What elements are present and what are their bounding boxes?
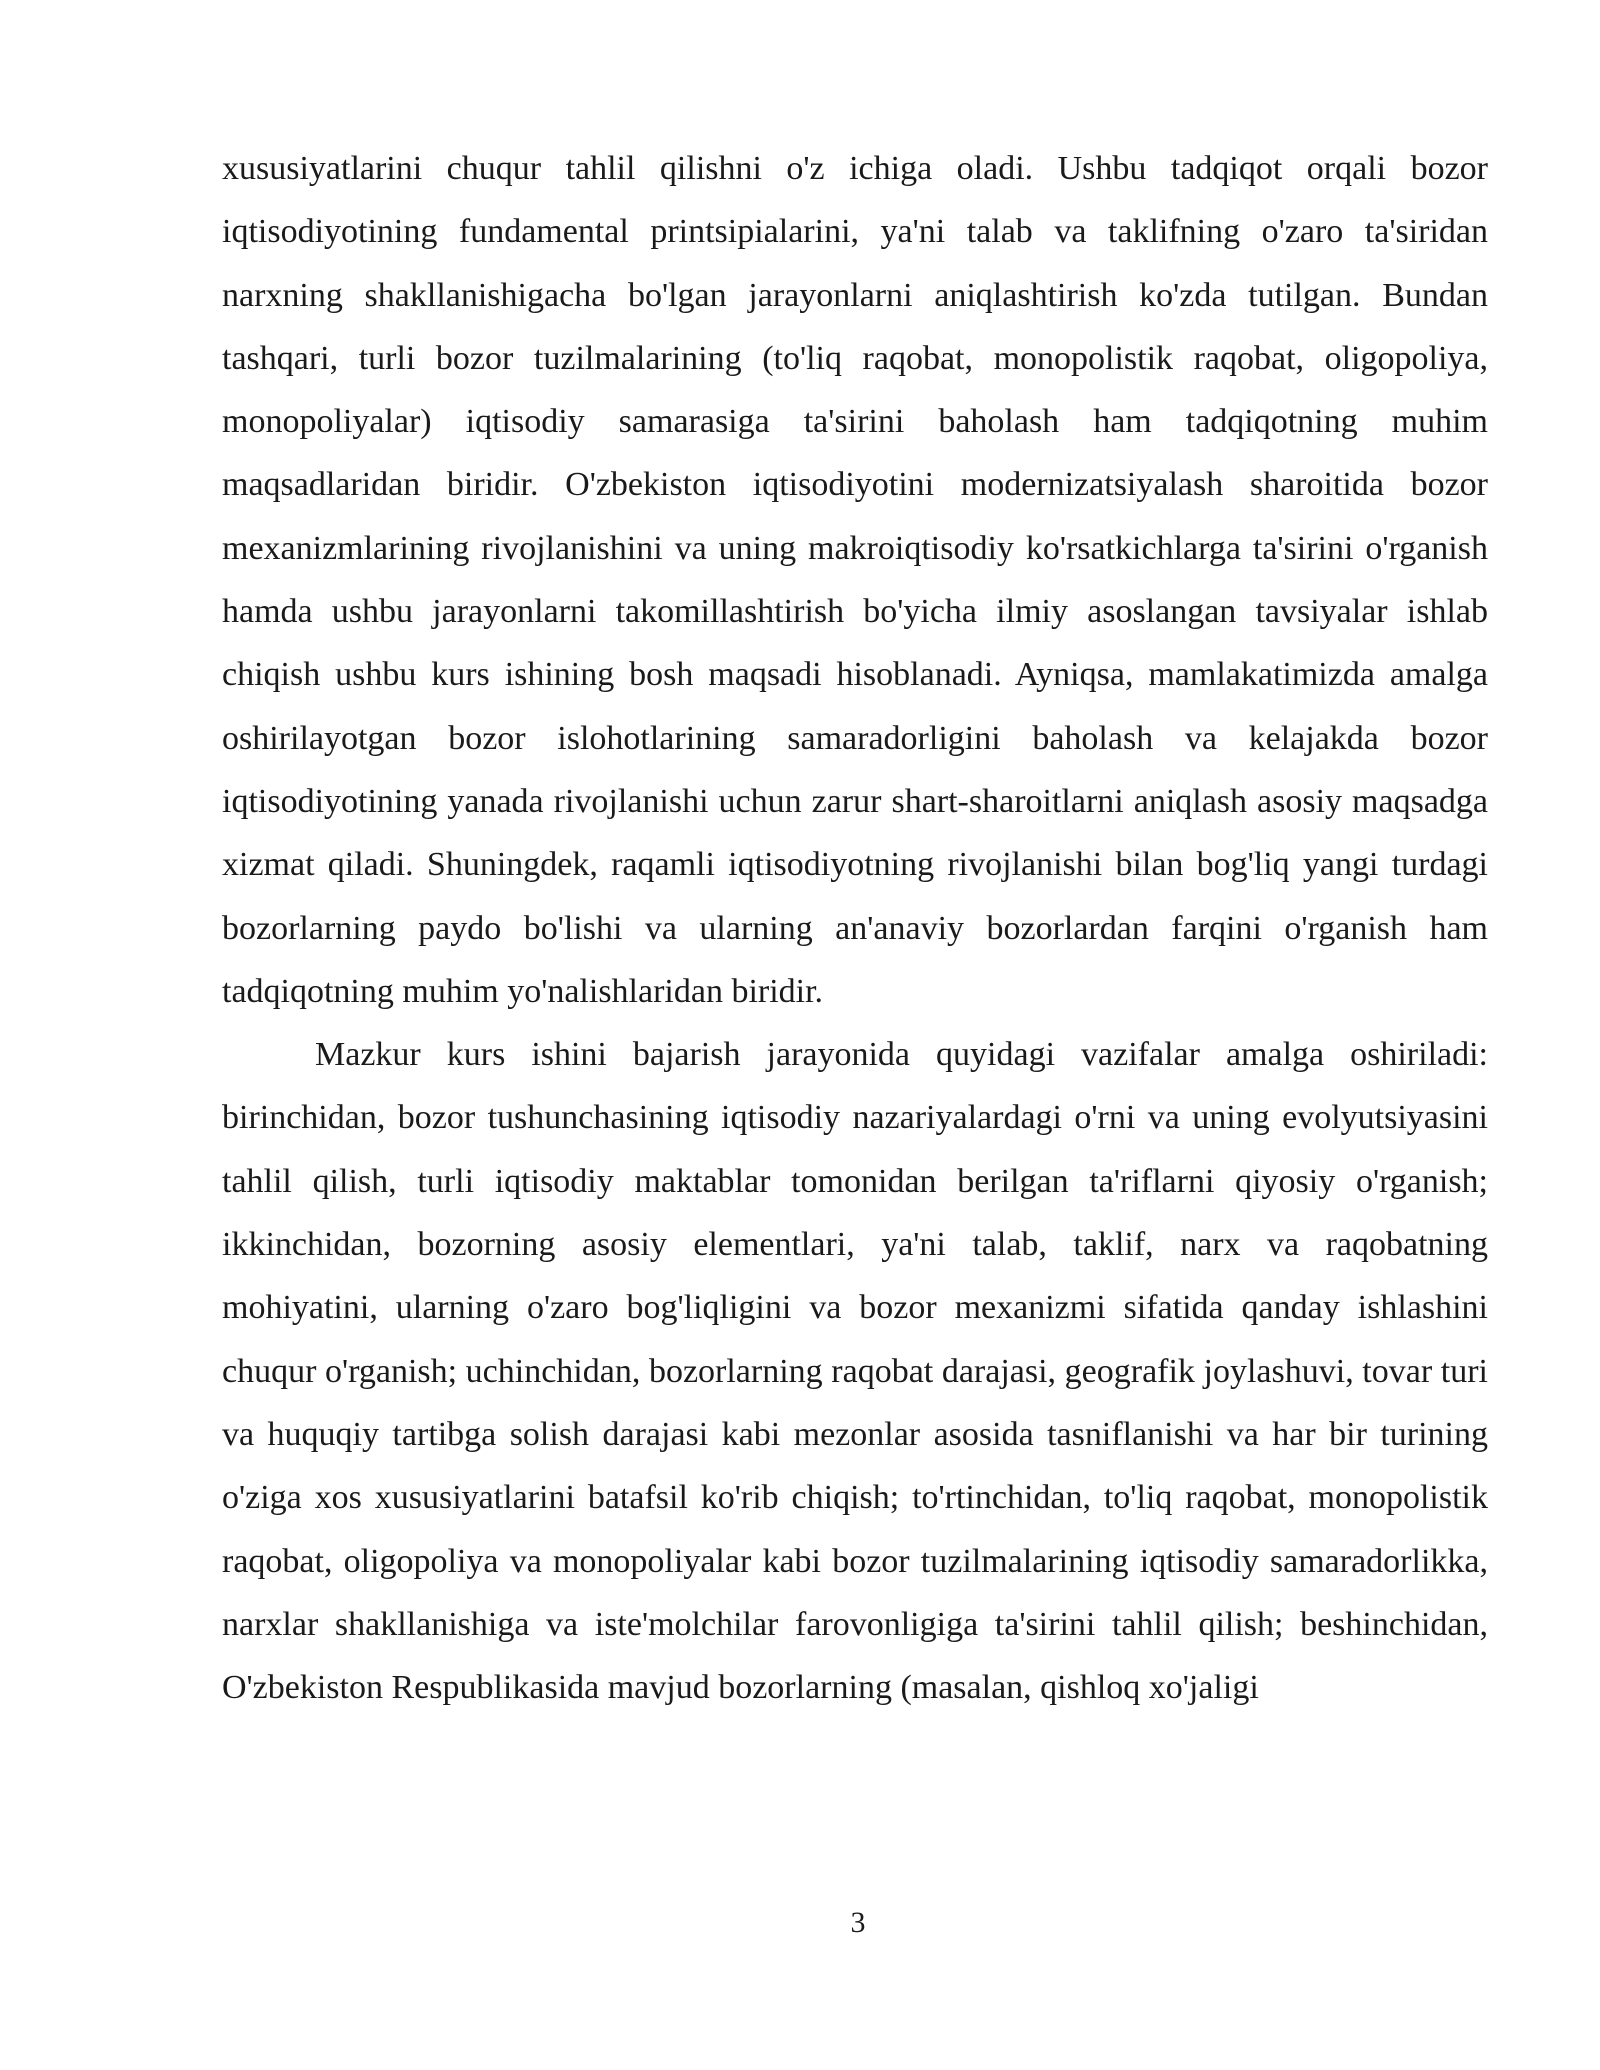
page-number: 3 <box>850 1906 866 1939</box>
paragraph-continuation: xususiyatlarini chuqur tahlil qilishni o'z ichiga oladi. Ushbu tadqiqot orqali bozor iqtisodiyotining fundamental printsipialarini, ya'ni talab va taklifning o'zaro ta'siridan narxning shakllanishigacha bo'lgan jarayonlarni aniqlashtirish ko'zda tutilgan. Bundan tashqari, turli bozor tuzilmalarining (to'liq raqobat, monopolistik raqobat, oligopoliya, monopoliyalar) iqtisodiy samarasiga ta'sirini baholash ham tadqiqotning muhim maqsadlaridan biridir. O'zbekiston iqtisodiyotini modernizatsiyalash sharoitida bozor mexanizmlarining rivojlanishini va uning makroiqtisodiy ko'rsatkichlarga ta'sirini o'rganish hamda ushbu jarayonlarni takomillashtirish bo'yicha ilmiy asoslangan tavsiyalar ishlab chiqish ushbu kurs ishining bosh maqsadi hisoblanadi. Ayniqsa, mamlakatimizda amalga oshirilayotgan bozor islohotlarining samaradorligini baholash va kelajakda bozor iqtisodiyotining yanada rivojlanishi uchun zarur shart-sharoitlarni aniqlash asosiy maqsadga xizmat qiladi. Shuningdek, raqamli iqtisodiyotning rivojlanishi bilan bog'liq yangi turdagi bozorlarning paydo bo'lishi va ularning an'anaviy bozorlardan farqini o'rganish ham tadqiqotning muhim yo'nalishlaridan biridir. <box>222 150 1488 1010</box>
body-text <box>222 137 1488 1719</box>
paragraph-tasks: Mazkur kurs ishini bajarish jarayonida quyidagi vazifalar amalga oshiriladi: birinchidan, bozor tushunchasining iqtisodiy nazariyalardagi o'rni va uning evolyutsiyasini tahlil qilish, turli iqtisodiy maktablar tomonidan berilgan ta'riflarni qiyosiy o'rganish; ikkinchidan, bozorning asosiy elementlari, ya'ni talab, taklif, narx va raqobatning mohiyatini, ularning o'zaro bog'liqligini va bozor mexanizmi sifatida qanday ishlashini chuqur o'rganish; uchinchidan, bozorlarning raqobat darajasi, geografik joylashuvi, tovar turi va huquqiy tartibga solish darajasi kabi mezonlar asosida tasniflanishi va har bir turining o'ziga xos xususiyatlarini batafsil ko'rib chiqish; to'rtinchidan, to'liq raqobat, monopolistik raqobat, oligopoliya va monopoliyalar kabi bozor tuzilmalarining iqtisodiy samaradorlikka, narxlar shakllanishiga va iste'molchilar farovonligiga ta'sirini tahlil qilish; beshinchidan, O'zbekiston Respublikasida mavjud bozorlarning (masalan, qishloq xo'jaligi <box>222 1036 1488 1707</box>
